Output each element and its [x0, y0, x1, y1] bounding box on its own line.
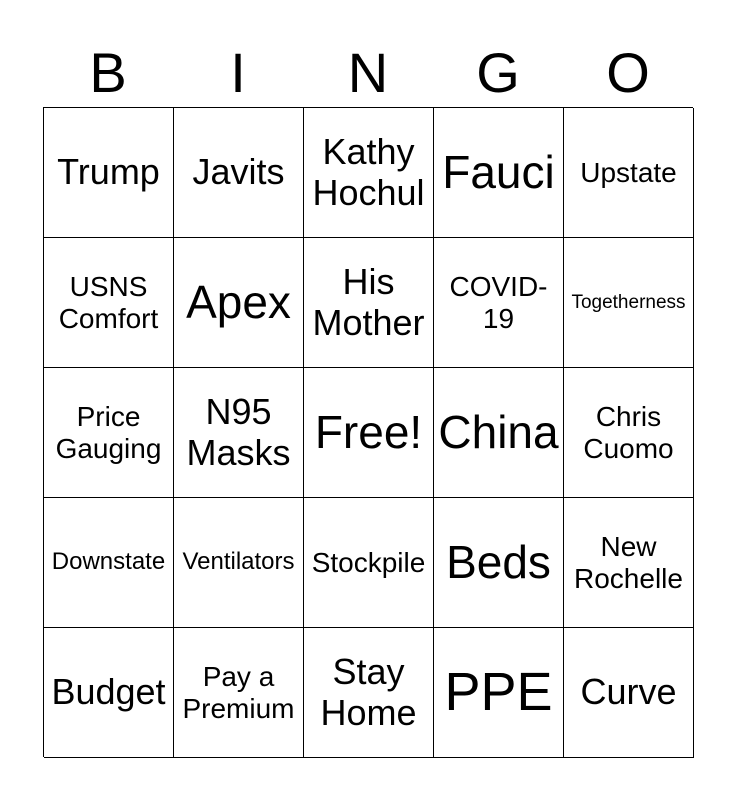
- bingo-header: [43, 40, 693, 106]
- cell-label: PPE: [444, 662, 553, 723]
- cell-label: China: [438, 405, 559, 458]
- bingo-cell[interactable]: [44, 498, 174, 628]
- cell-label: Chris Cuomo: [583, 401, 674, 464]
- cell-label: Apex: [186, 275, 291, 328]
- cell-label: Togetherness: [571, 291, 686, 313]
- cell-label: Stay Home: [320, 651, 417, 733]
- header-letter-i: I: [230, 41, 246, 104]
- bingo-cell[interactable]: [304, 498, 434, 628]
- cell-label: Free!: [314, 405, 423, 458]
- bingo-board: [43, 107, 693, 757]
- bingo-cell[interactable]: [304, 108, 434, 238]
- cell-label: Beds: [446, 535, 551, 588]
- cell-label: Trump: [57, 151, 160, 193]
- bingo-cell[interactable]: [434, 368, 564, 498]
- cell-label: N95 Masks: [186, 391, 291, 473]
- bingo-cell[interactable]: [564, 628, 694, 758]
- bingo-cell[interactable]: [304, 628, 434, 758]
- cell-label: Downstate: [51, 548, 166, 576]
- cell-label: Fauci: [442, 145, 555, 198]
- cell-label: USNS Comfort: [58, 271, 159, 334]
- bingo-cell[interactable]: [304, 368, 434, 498]
- cell-label: His Mother: [312, 261, 425, 343]
- cell-label: Javits: [192, 151, 285, 193]
- bingo-cell[interactable]: [564, 498, 694, 628]
- bingo-cell[interactable]: [434, 628, 564, 758]
- cell-label: Kathy Hochul: [312, 131, 425, 213]
- cell-label: Curve: [580, 671, 677, 713]
- bingo-cell[interactable]: [174, 628, 304, 758]
- cell-label: COVID- 19: [449, 271, 548, 334]
- bingo-cell[interactable]: [174, 238, 304, 368]
- cell-label: New Rochelle: [574, 531, 683, 594]
- bingo-cell[interactable]: [174, 368, 304, 498]
- bingo-cell[interactable]: [564, 108, 694, 238]
- bingo-cell[interactable]: [44, 238, 174, 368]
- header-letter-n: N: [347, 41, 389, 104]
- cell-label: Upstate: [580, 156, 677, 188]
- header-letter-g: G: [476, 41, 520, 104]
- bingo-cell[interactable]: [434, 238, 564, 368]
- bingo-cell[interactable]: [44, 628, 174, 758]
- bingo-cell[interactable]: [44, 368, 174, 498]
- bingo-cell[interactable]: [304, 238, 434, 368]
- bingo-cell[interactable]: [564, 368, 694, 498]
- bingo-cell[interactable]: [44, 108, 174, 238]
- bingo-cell[interactable]: [174, 498, 304, 628]
- cell-label: Price Gauging: [55, 401, 162, 464]
- bingo-cell[interactable]: [174, 108, 304, 238]
- bingo-cell[interactable]: [434, 498, 564, 628]
- cell-label: Ventilators: [182, 548, 295, 576]
- header-letter-o: O: [606, 41, 650, 104]
- cell-label: Budget: [51, 671, 166, 713]
- cell-label: Stockpile: [311, 546, 426, 578]
- header-letter-b: B: [89, 41, 127, 104]
- bingo-cell[interactable]: [564, 238, 694, 368]
- bingo-cell[interactable]: [434, 108, 564, 238]
- cell-label: Pay a Premium: [182, 661, 295, 724]
